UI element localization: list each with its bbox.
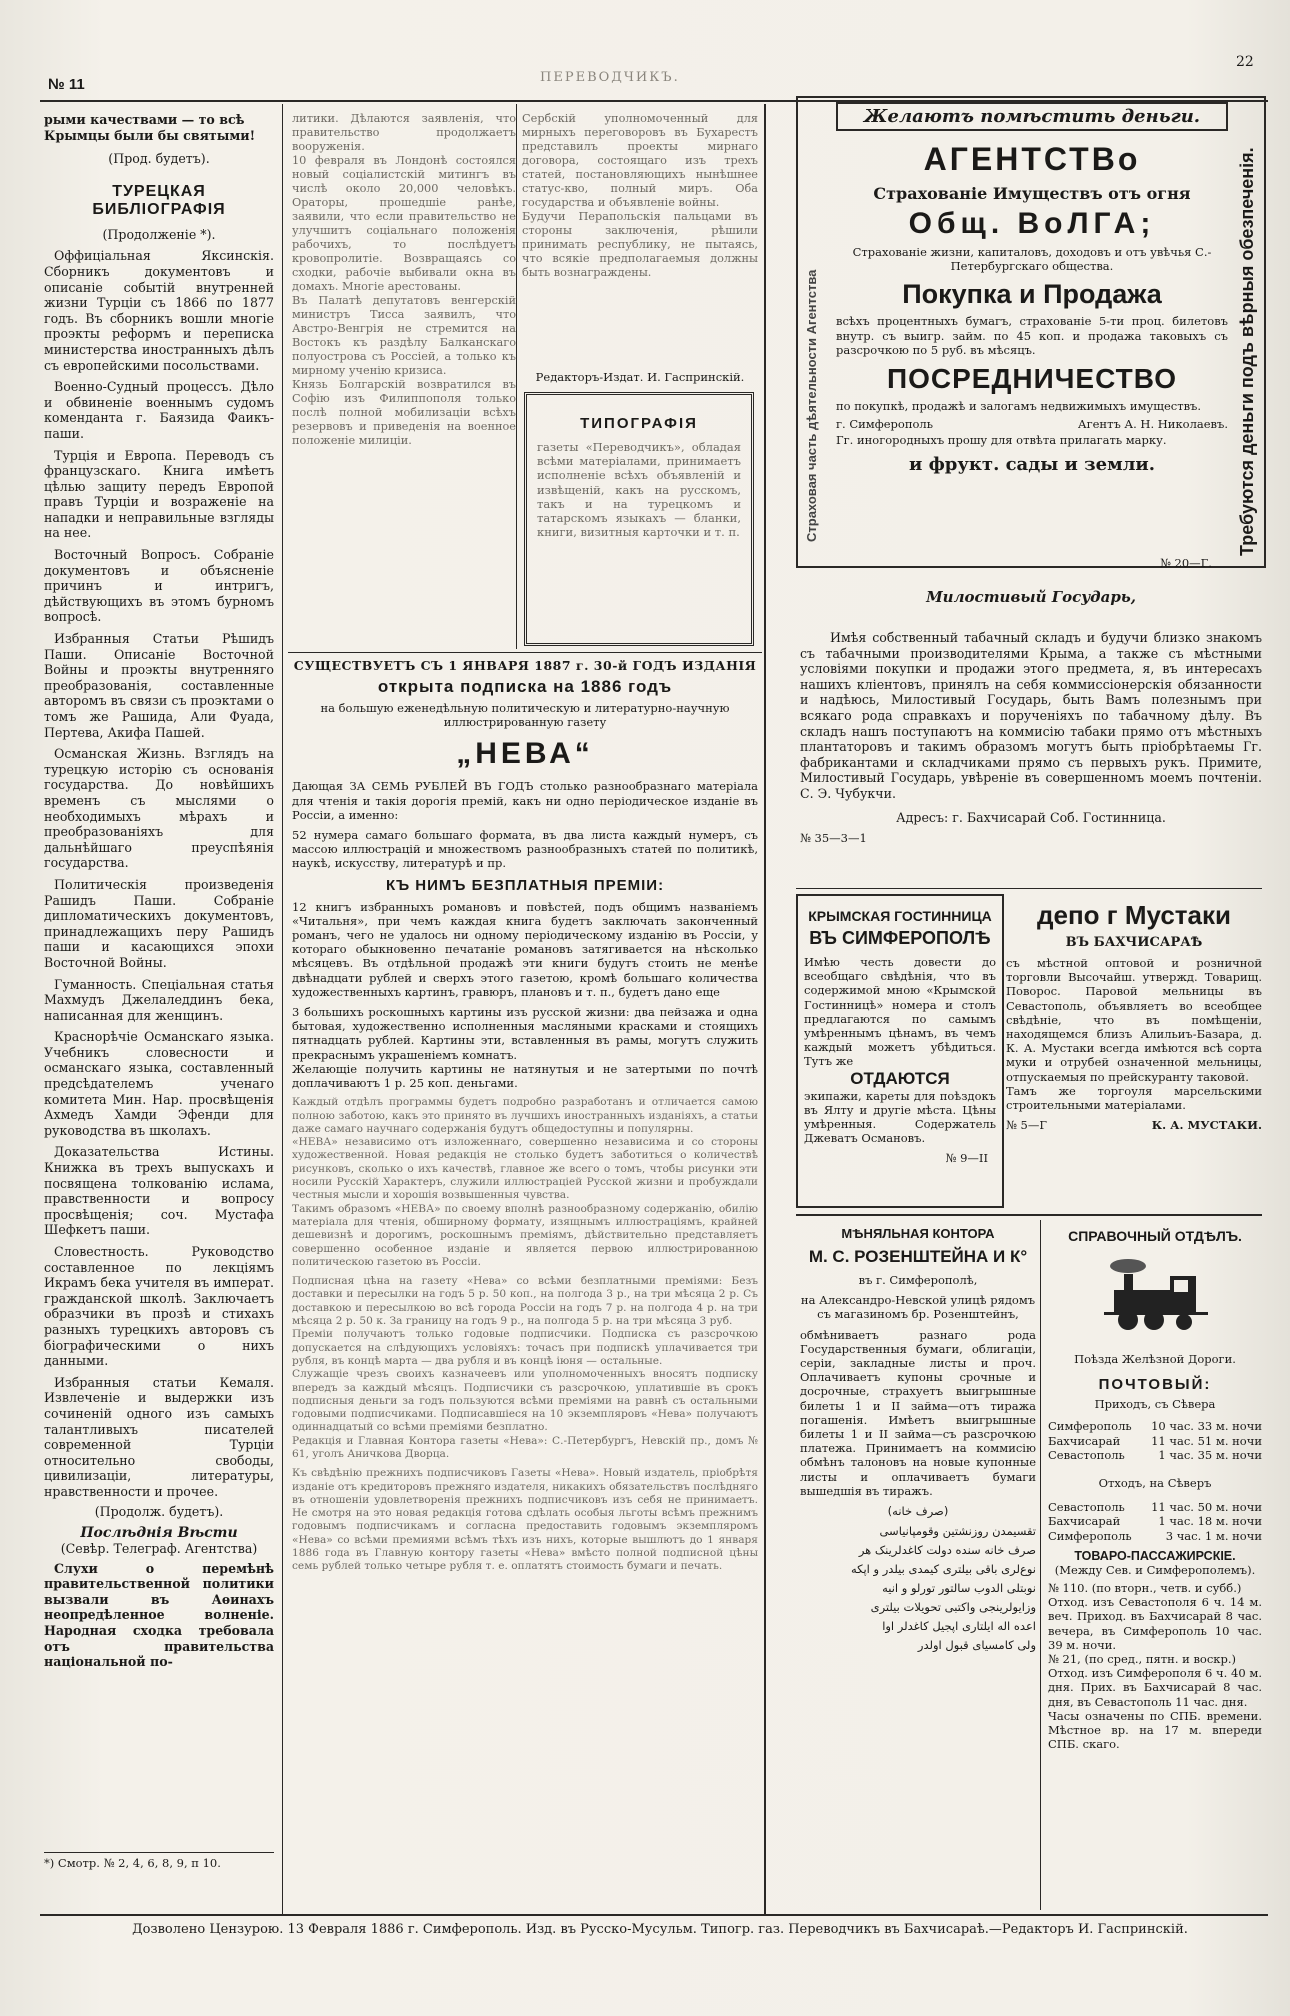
arabic-line: ولی کامسیای قبول اولدر bbox=[917, 1638, 1036, 1653]
neva-text: 12 книгъ избранныхъ романовъ и повѣстей, подъ общимъ названіемъ «Читальня», при чемъ каждая книга будетъ заключать законченный романъ, чего не удалось ни одному періодическому изданію въ Россіи, у котораго обыкновенно печатаніе романовъ затягивается на нѣсколько мѣсяцевъ. Въ отдѣльной продажѣ эти книги будутъ стоить не менѣе двѣнадцати рублей и сверхъ этого газетою, кромѣ большаго количества художественныхъ картинъ, гравюръ, плановъ и т. п., будетъ дано еще bbox=[292, 899, 758, 999]
telegram-text: литики. Дѣлаются заявленія, что правительство продолжаетъ вооруженія. 10 февраля въ Лондонѣ состоялся новый соціалистскій митингъ въ числѣ около 20,000 человѣкъ. Ораторы, прошедшіе ранѣе, заявили, что если правительство не улучшитъ соціальнаго положенія рабочихъ, то послѣдуетъ кровопролитіе. Возвращаясь со сходки, рабочіе выбивали окна въ домахъ. Многіе арестованы. Въ Палатѣ депутатовъ венгерскій министръ Тисса заявилъ, что Австро-Венгрія не стремится на Востокъ къ раздѣлу Балканскаго полуострова съ Россіей, а только къ мирному ученію кризиса. Князь Болгарскій возвратился въ Софію изъ Филиппополя только послѣ полной мобилизаціи всѣхъ резервовъ и приведенія на военное положеніе милиціи. bbox=[292, 112, 516, 447]
agency-ad bbox=[796, 96, 1266, 568]
neva-since: СУЩЕСТВУЕТЪ СЪ 1 ЯНВАРЯ 1887 г. 30-й ГОДЪ ИЗДАНІЯ bbox=[293, 658, 757, 673]
agency-text: Страхованіе жизни, капиталовъ, доходовъ и отъ увѣчья С.-Петербургскаго общества. bbox=[852, 245, 1212, 274]
footnote: *) Смотр. № 2, 4, 6, 8, 9, п 10. bbox=[44, 1856, 221, 1870]
news-text: Слухи о перемѣнѣ правительственной политики вызвали въ Аѳинахъ неопредѣленное волненіе. Народная сходка требовала отъ правительства національной по- bbox=[44, 1560, 274, 1670]
reference-title: СПРАВОЧНЫЙ ОТДѢЛЪ. bbox=[1068, 1228, 1242, 1244]
arabic-line: صرف خانه سنده دولت کاغدلرینک هر bbox=[858, 1543, 1036, 1558]
table-row bbox=[1048, 1434, 1262, 1448]
arabic-line: تقسیمدن روزنشتین وقومپانیاسی bbox=[879, 1524, 1036, 1539]
ad-number: № 9—II bbox=[945, 1151, 988, 1166]
arabic-line: اعده اله ایلتاری اپجیل کاغدلر اوا bbox=[882, 1619, 1036, 1634]
bibliography-entry: Краснорѣчіе Османскаго языка. Учебникъ словесности и османскаго языка, составленный предсѣдателемъ ученаго комитета Мин. Нар. просвѣщенія Ахмедъ Хамди Эфенди для руководства въ школахъ. bbox=[44, 1029, 274, 1138]
column-rule bbox=[282, 104, 283, 1914]
agency-contacts bbox=[836, 417, 1228, 431]
post-title: ПОЧТОВЫЙ: bbox=[1098, 1376, 1212, 1394]
arrival-title: Приходъ, съ Сѣвера bbox=[1094, 1397, 1216, 1412]
premium-title: КЪ НИМЪ БЕЗПЛАТНЫЯ ПРЕМІИ: bbox=[385, 876, 665, 894]
station: Симферополь bbox=[1048, 1419, 1132, 1434]
table-row bbox=[1048, 1419, 1262, 1433]
agency-fruit: и фрукт. сады и земли. bbox=[908, 453, 1156, 475]
neva-text: 3 большихъ роскошныхъ картины изъ русской жизни: два пейзажа и одна бытовая, художественно исполненныя масляными красками и стоящихъ пятнадцать рублей. Картины эти, вставленныя въ рамы, могутъ служить прекраснымъ украшеніемъ комнатъ. Желающіе получить картины не натянутыя и не затертыми по почтѣ доплачиваютъ 1 р. 25 коп. деньгами. bbox=[292, 1005, 758, 1091]
text-line: рыми качествами — то всѣ bbox=[44, 112, 245, 127]
hotel-text: Имѣю честь довести до всеобщаго свѣдѣнія, что въ содержимой мною «Крымской Гостинницѣ» номера и столъ предлагаются по самымъ умѣреннымъ цѣнамъ, въ чемъ каждый можетъ убѣдиться. Тутъ же bbox=[804, 955, 996, 1069]
bibliography-entry: Избранныя статьи Кемаля. Извлеченіе и выдержки изъ сочиненій одного изъ самыхъ талантливыхъ писателей современной Турціи относительно свободы, цивилизаціи, литературы, нравственности и прочее. bbox=[44, 1374, 274, 1499]
departure-table bbox=[1048, 1500, 1262, 1543]
newspaper-title: ПЕРЕВОДЧИКЪ. bbox=[540, 70, 680, 85]
agency-text: всѣхъ процентныхъ бумагъ, страхованіе 5-ти проц. билетовъ внутр. съ выигр. займ. по 45 коп. и продажа таковыхъ съ разсрочкою по 5 руб. въ мѣсяцъ. bbox=[836, 314, 1228, 357]
to-be-continued: (Прод. будетъ). bbox=[108, 151, 210, 167]
depot-signature: К. А. МУСТАКИ. bbox=[1151, 1118, 1262, 1133]
ad-side-text: Требуются деньги подъ вѣрныя обезпеченія. bbox=[1237, 147, 1257, 556]
hotel-rent: ОТДАЮТСЯ bbox=[850, 1068, 950, 1088]
section-rule bbox=[796, 888, 1262, 889]
depot-title: депо г Мустаки bbox=[1037, 900, 1231, 930]
agency-agent: Агентъ А. Н. Николаевъ. bbox=[1077, 417, 1228, 432]
editor-line: Редакторъ-Издат. И. Гаспринскій. bbox=[535, 370, 745, 384]
buy-sell-title: Покупка и Продажа bbox=[902, 279, 1162, 310]
bibliography-entry: Османская Жизнь. Взглядъ на турецкую исторію съ основанія государства. До новѣйшихъ временъ съ мыслями о необходимыхъ мѣрахъ и преобразованіяхъ для дальнѣйшаго преуспѣянія государства. bbox=[44, 746, 274, 871]
agency-ad-body bbox=[836, 102, 1228, 475]
section-rule bbox=[288, 652, 762, 653]
neva-text: Каждый отдѣлъ программы будетъ подробно разработанъ и отличается самою полною заботою, какъ это принято въ лучшихъ иностранныхъ изданіяхъ, а статьи даже самаго научнаго содержанія будутъ общедоступны и популярны. «НЕВА» независимо отъ изложеннаго, совершенно независима и со стороны художественной. Новая редакція не столько будетъ заботиться о количествѣ рисунковъ, сколько о ихъ качествѣ, главное же всего о томъ, чтобы рисунки эти носили Русскій Характеръ, служили иллюстраціей Русской жизни и пробуждали честныя мысли и хорошія возвышенныя чувства. Такимъ образомъ «НЕВА» по своему вполнѣ разнообразному содержанію, обилію матеріала для чтенія, обширному формату, изящнымъ иллюстраціямъ, крайней дешевизнѣ и дорогимъ, роскошнымъ преміямъ, дѣйствительно представляетъ совершенно особенное изданіе и является первою иллюстрированною политическою газетою въ Россіи. bbox=[292, 1096, 758, 1268]
depot-text: съ мѣстной оптовой и розничной торговли Высочайш. утвержд. Товарищ. Поворос. Паровой мельницы въ Севастополь, объявляетъ во всеобщее свѣдѣніе, что въ помѣщеніи, находящемся близъ Алильиъ-Базара, д. К. А. Мустаки всегда имѣются всѣ сорта муки и отрубей означенной мельницы, отпускаемыя по прейскуранту таковой. Тамъ же торгоуля марсельскими строительными матеріалами. bbox=[1006, 956, 1262, 1113]
hotel-city: ВЪ СИМФЕРОПОЛѢ bbox=[809, 928, 991, 948]
neva-text: Дающая ЗА СЕМЬ РУБЛЕЙ ВЪ ГОДЪ столько разнообразнаго матеріала для чтенія и такія дорогія премій, какъ ни одно періодическое изданіе въ Россіи, а именно: bbox=[292, 779, 758, 822]
time: 1 час. 35 м. ночи bbox=[1158, 1447, 1262, 1462]
arrival-table bbox=[1048, 1419, 1262, 1462]
text-line: Крымцы были бы святыми! bbox=[44, 127, 256, 143]
bank-text: обмѣниваетъ разнаго рода Государственныя бумаги, облигаціи, серіи, закладные листы и проч. Оплачиваетъ купоны срочные и досрочные, страхуетъ выигрышные билеты 1 и II займа—отъ тиража погашенія. Имѣетъ выигрышные билеты 1 и II займа—съ разсрочкою платежа. Принимаетъ на коммисію обмѣнъ талоновъ на новые купонные листы и оплачиваетъ бумаги вышедшія въ тиражъ. bbox=[800, 1327, 1036, 1498]
departure-title: Отходъ, на Сѣверъ bbox=[1098, 1476, 1212, 1491]
cargo-text: № 110. (по вторн., четв. и субб.) Отход. изъ Севастополя 6 ч. 14 м. веч. Приход. въ Бахчисарай 8 час. вечера, въ Симферополь 10 час. 39 м. ночи. № 21, (по сред., пятн. и воскр.) Отход. изъ Симферополя 6 ч. 40 м. дня. Прих. въ Бахчисарай 8 час. дня, въ Севастополь 11 час. дня. Часы означены по СПБ. времени. Мѣстное вр. на 17 м. впереди СПБ. скаго. bbox=[1048, 1581, 1262, 1752]
agency-text: Гг. иногородныхъ прошу для отвѣта прилагать марку. bbox=[836, 433, 1167, 448]
news-source: (Севѣр. Телеграф. Агентства) bbox=[60, 1541, 258, 1557]
to-be-continued: (Продолж. будетъ). bbox=[94, 1503, 224, 1519]
bibliography-entry: Гуманность. Спеціальная статья Махмудъ Джелаледдинъ бека, написанная для женщинъ. bbox=[44, 976, 274, 1023]
exchange-office-ad bbox=[800, 1226, 1036, 1655]
ad-title: ТИПОГРАФІЯ bbox=[580, 415, 698, 432]
page-number: 22 bbox=[1236, 54, 1254, 70]
bibliography-entry: Словестность. Руководство составленное по лекціямъ Икрамъ бека учителя въ императ. гражданской школѣ. Заключаетъ образчики въ прозѣ и стихахъ разныхъ турецкихъ авторовъ съ біографическими о нихъ данными. bbox=[44, 1244, 274, 1369]
station: Севастополь bbox=[1048, 1500, 1125, 1515]
time: 10 час. 33 м. ночи bbox=[1151, 1419, 1262, 1434]
neva-text: Къ свѣдѣнію прежнихъ подписчиковъ Газеты «Нева». Новый издатель, пріобрѣтя изданіе отъ кредиторовъ прежняго издателя, никакихъ обязательствъ послѣдняго въ отношеніи удовлетворенія прежнихъ подписчиковъ изъ себя не принимаетъ. Не смотря на это новая редакція готова сдѣлать особыя льготы всѣмъ прежнимъ годовымъ подписчикамъ и согласна предоставить годовымъ экземпляромъ «Нева» со всѣми премиями всѣмъ тѣхъ изъ нихъ, которые вышлютъ до 1 января 1886 года въ Главную контору газеты «Нева» вмѣсто полной подписной цѣны семь рублей только четыре рубля т. е. оплатятъ стоимость бумаги и печать. bbox=[292, 1467, 758, 1573]
reference-section bbox=[1048, 1228, 1262, 1751]
telegram-text: Сербскій уполномоченный для мирныхъ переговоровъ въ Бухарестъ представилъ проекты мирнаго договора, состоящаго изъ трехъ статей, постановляющихъ нынѣшнее статус-кво, полный миръ. Оба государства и объявленіе войны. Будучи Перапольскія пальцами въ стороны заключенія, рѣшили принимать республику, не пытаясь, что всякіе предполагаемыя должны быть вознаграждены. bbox=[522, 112, 758, 279]
table-row bbox=[1048, 1529, 1262, 1543]
hotel-title: КРЫМСКАЯ ГОСТИННИЦА bbox=[808, 908, 992, 924]
agency-title: АГЕНТСТВо bbox=[923, 141, 1141, 177]
column-rule bbox=[764, 104, 766, 1914]
ad-number: № 5—Г bbox=[1006, 1118, 1047, 1133]
station: Бахчисарай bbox=[1048, 1433, 1121, 1448]
ad-number: № 20—Г. bbox=[1160, 556, 1212, 570]
neva-ad bbox=[292, 658, 758, 1574]
station: Симферополь bbox=[1048, 1528, 1132, 1543]
bank-name: М. С. РОЗЕНШТЕЙНА И К° bbox=[808, 1247, 1028, 1266]
locomotive-icon bbox=[1100, 1258, 1210, 1338]
train-title: Поѣзда Желѣзной Дороги. bbox=[1074, 1352, 1236, 1366]
column-rule bbox=[1040, 1220, 1041, 1910]
arabic-line: نوبتلی الدوب سالتور تورلو و انیه bbox=[882, 1581, 1036, 1596]
agency-text: по покупкѣ, продажѣ и залогамъ недвижимыхъ имуществъ. bbox=[836, 399, 1202, 414]
station: Бахчисарай bbox=[1048, 1514, 1121, 1529]
time: 3 час. 1 м. ночи bbox=[1165, 1528, 1262, 1543]
neva-subscription: открыта подписка на 1886 годъ bbox=[377, 677, 673, 696]
depot-city: ВЪ БАХЧИСАРАѢ bbox=[1065, 935, 1203, 950]
neva-title: „НЕВА“ bbox=[456, 737, 594, 771]
table-row bbox=[1048, 1500, 1262, 1514]
bibliography-entry: Восточный Вопросъ. Собраніе документовъ и объясненіе причинъ и интригъ, дѣйствующихъ въ этомъ бурномъ вопросѣ. bbox=[44, 547, 274, 625]
agency-subtitle: Страхованіе Имуществъ отъ огня bbox=[873, 184, 1191, 203]
letter-title: Милостивый Государь, bbox=[926, 588, 1136, 606]
agency-city: г. Симферополь bbox=[836, 417, 933, 432]
ad-side-text: Страховая часть дѣятельности Агентства bbox=[804, 269, 819, 542]
section-rule bbox=[796, 1214, 1262, 1216]
bibliography-entry: Военно-Судный процессъ. Дѣло и обвиненіе военнымъ судомъ коменданта г. Баязида Фаикъ-паши. bbox=[44, 379, 274, 441]
mediation-title: ПОСРЕДНИЧЕСТВО bbox=[886, 363, 1178, 395]
station: Севастополь bbox=[1048, 1447, 1125, 1462]
time: 11 час. 50 м. ночи bbox=[1151, 1500, 1262, 1515]
column-rule bbox=[516, 104, 517, 649]
column-left bbox=[44, 112, 274, 1670]
footnote-rule bbox=[44, 1852, 274, 1853]
issue-number: № 11 bbox=[48, 76, 85, 93]
footer-rule bbox=[40, 1914, 1268, 1916]
bank-city: въ г. Симферополѣ, bbox=[858, 1273, 978, 1287]
volga-title: Общ. ВоЛГА; bbox=[908, 207, 1156, 240]
cargo-subtitle: (Между Сев. и Симферополемъ). bbox=[1054, 1562, 1256, 1577]
bibliography-entry: Турція и Европа. Переводъ съ французскаго. Книга имѣетъ цѣлью защиту передъ Европой правъ Турціи и возраженіе на нападки и неправильные взгляды на нее. bbox=[44, 447, 274, 541]
arabic-line: وزایولرینجی واکتبی تحویلات بیلتری bbox=[870, 1600, 1036, 1615]
table-row bbox=[1048, 1514, 1262, 1528]
hotel-text: экипажи, кареты для поѣздокъ въ Ялту и другіе мѣста. Цѣны умѣренныя. Содержатель Джеватъ Османовъ. bbox=[804, 1088, 996, 1146]
bank-arabic-text bbox=[800, 1522, 1036, 1655]
ad-text: газеты «Переводчикъ», обладая всѣми матеріалами, принимаетъ исполненіе всѣхъ объявленій и извѣщеній, какъ на русскомъ, такъ и на турецкомъ и татарскомъ языкахъ — бланки, книги, визитныя карточки и т. п. bbox=[537, 440, 741, 540]
ad-headline: Желаютъ помѣстить деньги. bbox=[836, 102, 1228, 131]
letter-address: Адресъ: г. Бахчисарай Соб. Гостинница. bbox=[896, 809, 1166, 825]
ad-number: № 35—3—1 bbox=[800, 831, 867, 846]
section-note: (Продолженіе *). bbox=[102, 226, 216, 242]
neva-description: на большую еженедѣльную политическую и литературно-научную иллюстрированную газету bbox=[320, 701, 730, 730]
bank-arabic-heading: (صرف خانه) bbox=[887, 1504, 949, 1519]
hotel-ad bbox=[796, 894, 1004, 1208]
depot-ad bbox=[1006, 900, 1262, 1132]
section-title: ТУРЕЦКАЯ БИБЛІОГРАФІЯ bbox=[92, 182, 226, 218]
bank-address: на Александро-Невской улицѣ рядомъ съ магазиномъ бр. Розенштейнъ, bbox=[800, 1293, 1036, 1322]
depot-footer bbox=[1006, 1118, 1262, 1132]
cargo-title: ТОВАРО-ПАССАЖИРСКІЕ. bbox=[1074, 1548, 1236, 1563]
bibliography-entry: Оффиціальная Яксинскія. Сборникъ документовъ и описаніе событій внутренней жизни Турціи съ 1866 по 1877 годъ. Въ сборникъ вошли многіе проэкты реформъ и переписка министерства иностранныхъ дѣлъ съ европейскими посольствами. bbox=[44, 248, 274, 373]
bank-title: МѢНЯЛЬНАЯ КОНТОРА bbox=[841, 1226, 995, 1241]
censorship-footer: Дозволено Цензурою. 13 Февраля 1886 г. Симферополь. Изд. въ Русско-Мусульм. Типогр. газ. Переводчикъ въ Бахчисараѣ.—Редакторъ И. Гаспринскій. bbox=[132, 1922, 1188, 1937]
time: 1 час. 18 м. ночи bbox=[1158, 1514, 1262, 1529]
table-row bbox=[1048, 1448, 1262, 1462]
neva-text: Подписная цѣна на газету «Нева» со всѣми безплатными преміями: Безъ доставки и пересылки на годъ 5 р. 50 коп., на полгода 3 р., на три мѣсяца 2 р. Съ доставкою и пересылкою во всѣ города Россіи на годъ 7 р. на полгода 4 р. на три мѣсяца 2 р. 50 к. За границу на годъ 9 р., на полгода 5 р. на три мѣсяца 3 руб. Преміи получаютъ только годовые подписчики. Подписка съ разсрочкою допускается на слѣдующихъ условіяхъ: точасъ при подпискѣ уплачивается три рубля, въ концѣ марта — два рубля и въ концѣ іюня — остальные. Служащіе чрезъ своихъ казначеевъ или уполномоченныхъ вносятъ подписку впередъ за каждый мѣсяцъ. Подписчики съ разсрочкою, уплатившіе въ срокъ подписныя деньги за годъ пользуются всѣми преміями на равнѣ съ остальными годовыми подписчиками. Подписавшіеся на 10 экземпляровъ «Нева» получаютъ одиннадцатый со всѣми преміями безплатно. Редакція и Главная Контора газеты «Нева»: С.-Петербургъ, Невскій пр., домъ № 61, уголъ Аничкова Дворца. bbox=[292, 1275, 758, 1460]
neva-text: 52 нумера самаго большаго формата, въ два листа каждый нумеръ, съ массою иллюстрацій и множествомъ разнообразныхъ статей по политикѣ, наукѣ, искусству, литературѣ и пр. bbox=[292, 828, 758, 871]
news-title: Послѣднія Вѣсти bbox=[80, 1525, 238, 1542]
typography-ad bbox=[524, 392, 754, 646]
time: 11 час. 51 м. ночи bbox=[1151, 1433, 1262, 1448]
bibliography-entry: Доказательства Истины. Книжка въ трехъ выпускахъ и посвящена толкованію ислама, правственности и вопросу просвѣщенія; соч. Мустафа Шефкетъ паши. bbox=[44, 1144, 274, 1238]
bibliography-entry: Политическія произведенія Рашидъ Паши. Собраніе дипломатическихъ документовъ, принадлежащихъ перу Рашидъ паши и касающихся эпохи Восточной Войны. bbox=[44, 876, 274, 970]
bibliography-entry: Избранныя Статьи Рѣшидъ Паши. Описаніе Восточной Войны и проэкты внутренняго преобразованія, составленные авторомъ въ связи съ проэктами о томъ же Рашида, Али Фуада, Пертева, Акифа Пашей. bbox=[44, 631, 274, 740]
letter-text: Имѣя собственный табачный складъ и будучи близко знакомъ съ табачными производителями Крыма, а также съ мѣстными условіями покупки и продажи этого предмета, я, въ интересахъ нашихъ кліентовъ, принялъ на себя коммиссіонерскія обязанности и надѣюсь, Милостивый Государь, быть Вамъ полезнымъ при всякаго рода справкахъ и порученіяхъ по табачному дѣлу. Въ складъ нашъ поступаютъ на коммисію табаки прямо отъ мѣстныхъ плантаторовъ и такимъ образомъ могутъ быть пріобрѣтаемы Гг. фабрикантами и складчиками прямо съ первыхъ рукъ. Примите, Милостивый Государь, увѣреніе въ совершенномъ моемъ почтеніи. С. Э. Чубукчи. bbox=[800, 630, 1262, 801]
tobacco-letter bbox=[800, 588, 1262, 845]
arabic-line: نوع‌لری باقی بیلتری کیمدی بیلدر و اپکه bbox=[850, 1562, 1036, 1577]
